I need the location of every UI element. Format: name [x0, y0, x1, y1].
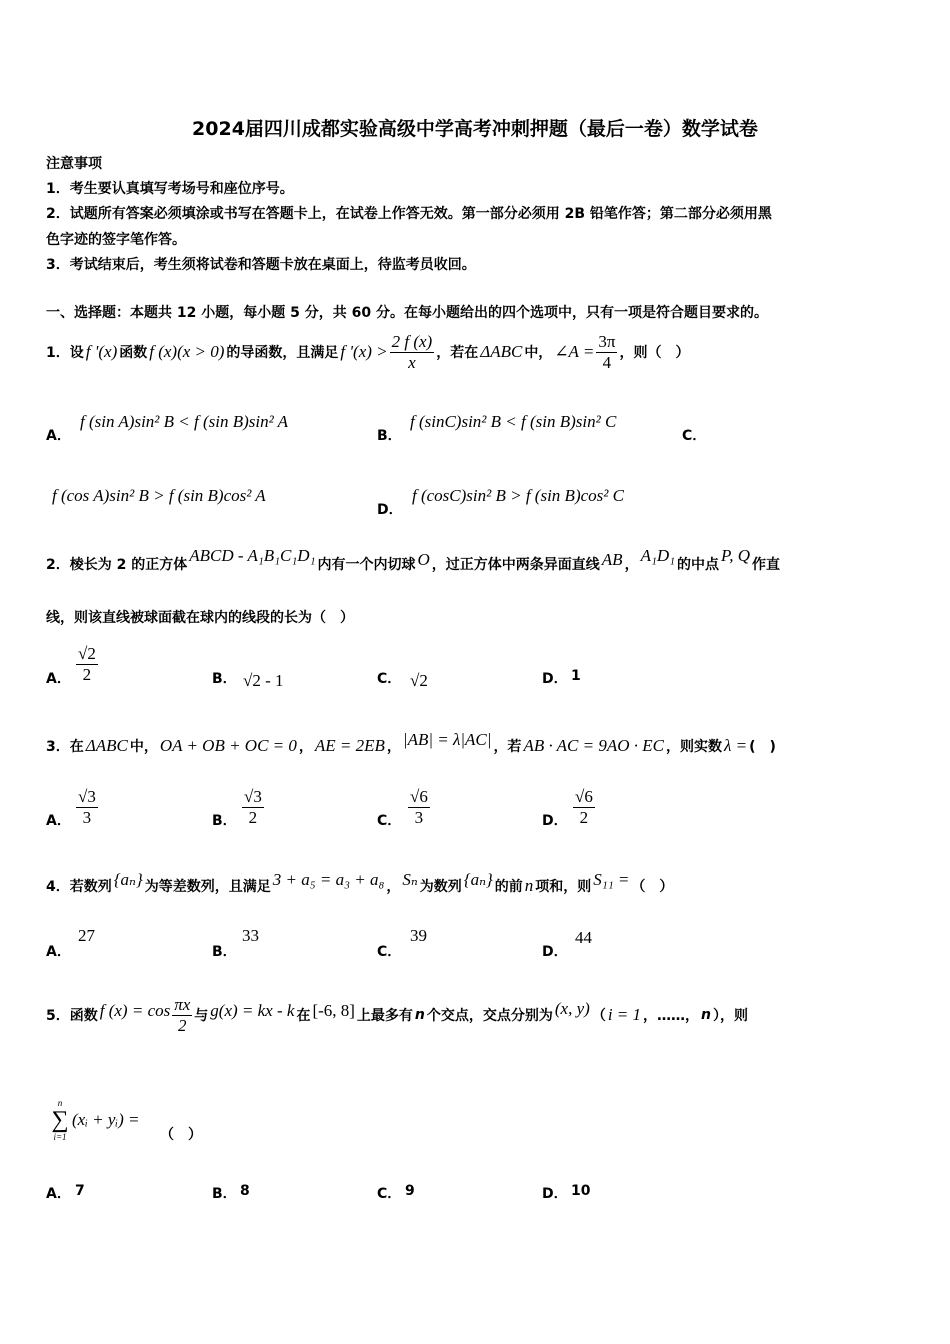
q2-math: AB	[601, 550, 623, 569]
q2-text: 内有一个内切球	[317, 557, 416, 573]
q2-text: ，	[624, 557, 639, 573]
option-label: C．	[377, 813, 402, 829]
question-1	[46, 330, 689, 374]
fraction-den: 2	[579, 808, 589, 827]
q5-text: 5．函数	[46, 1008, 98, 1024]
option-label: A．	[46, 1186, 71, 1202]
q1-text: ，则（ ）	[619, 345, 690, 361]
q4-math: S₁₁ =	[593, 870, 630, 889]
q5-text: 与	[194, 1008, 209, 1024]
q4-text: 项和，则	[535, 879, 592, 895]
q4-option-b: 33	[242, 926, 259, 945]
q1-text: ，若在	[436, 345, 479, 361]
q5-text: 在	[296, 1008, 311, 1024]
q1-math: f (x)(x > 0)	[149, 342, 225, 361]
q4-option-c: 39	[410, 926, 427, 945]
sum-lower: i=1	[53, 1132, 67, 1142]
q5-text: （	[591, 1008, 606, 1024]
q5-text: n	[414, 1007, 425, 1023]
q3-text: 中，	[129, 739, 158, 755]
q2-option-a	[76, 644, 98, 685]
q2-text: 2．棱长为 2 的正方体	[46, 557, 188, 573]
option-label: D．	[542, 813, 568, 829]
q1-option-a: f (sin A)sin² B < f (sin B)sin² A	[80, 412, 289, 431]
fraction-den: 2	[248, 808, 258, 827]
q1-math: f '(x) >	[340, 342, 388, 361]
option-label: D．	[377, 502, 403, 518]
q1-fraction-den: 4	[602, 352, 612, 372]
q3-math: AE = 2EB	[314, 736, 385, 755]
q1-text: 的导函数，且满足	[226, 345, 339, 361]
q5-text: ，……，	[643, 1008, 700, 1024]
q4-text: 的前	[494, 879, 523, 895]
q5-sum-body: (xᵢ + yᵢ) =	[72, 1110, 140, 1129]
q5-text: 上最多有	[356, 1008, 413, 1024]
q5-math: g(x) = kx - k	[210, 1001, 295, 1020]
q1-fraction	[390, 332, 435, 373]
section-heading: 一、选择题：本题共 12 小题，每小题 5 分，共 60 分。在每小题给出的四个选项中，只有一项是符合题目要求的。	[46, 305, 768, 321]
q5-option-d: 10	[571, 1183, 591, 1199]
fraction-num: √6	[410, 787, 428, 806]
option-label: D．	[542, 671, 568, 687]
option-label: A．	[46, 813, 71, 829]
notice-heading: 注意事项	[46, 156, 102, 172]
q1-math: f '(x)	[85, 342, 118, 361]
q2-math: A₁D₁	[640, 546, 676, 565]
q4-text: 为等差数列，且满足	[144, 879, 271, 895]
question-4	[46, 866, 673, 906]
option-label: A．	[46, 671, 71, 687]
option-label: B．	[212, 813, 237, 829]
q5-text: 个交点，交点分别为	[426, 1008, 553, 1024]
notice-item: 色字迹的签字笔作答。	[46, 232, 186, 248]
option-label: C．	[682, 428, 707, 444]
fraction-den: 3	[414, 808, 424, 827]
summation-symbol	[48, 1098, 72, 1148]
fraction-den: 3	[82, 808, 92, 827]
q1-option-b: f (sinC)sin² B < f (sin B)sin² C	[410, 412, 617, 431]
option-label: D．	[542, 944, 568, 960]
fraction-num: √3	[78, 787, 96, 806]
q4-option-a: 27	[78, 926, 95, 945]
q3-text: ，	[386, 739, 401, 755]
q5-text: ），则	[712, 1008, 748, 1024]
question-5	[46, 992, 748, 1038]
q1-fraction-den: x	[408, 352, 416, 372]
q1-fraction-num: 2 f (x)	[391, 331, 433, 351]
q1-fraction-num: 3π	[598, 331, 616, 351]
q5-math: f (x) = cos	[99, 1001, 171, 1020]
option-label: A．	[46, 428, 71, 444]
q5-text: （ ）	[160, 1127, 202, 1143]
q5-math: i = 1	[607, 1005, 642, 1024]
fraction-den: 2	[82, 665, 92, 684]
q2-option-d: 1	[571, 668, 581, 684]
option-label: B．	[212, 1186, 237, 1202]
option-label: D．	[542, 1186, 568, 1202]
sigma-icon: ∑	[51, 1107, 69, 1133]
notice-item: 1．考生要认真填写考场号和座位序号。	[46, 181, 294, 197]
q2-math: P, Q	[721, 546, 751, 565]
q1-math: ΔABC	[480, 342, 523, 361]
notice-item: 2．试题所有答案必须填涂或书写在答题卡上，在试卷上作答无效。第一部分必须用 2B 铅笔作答；第二部分必须用黑	[46, 206, 772, 222]
option-label: B．	[212, 944, 237, 960]
question-3	[46, 726, 776, 766]
q3-text: ( )	[749, 739, 776, 755]
q4-text: 4．若数列	[46, 879, 112, 895]
q5-option-a: 7	[75, 1183, 85, 1199]
q3-math: OA + OB + OC = 0	[159, 736, 297, 755]
q5-text: n	[701, 1007, 711, 1023]
q2-option-c: √2	[410, 671, 428, 690]
option-label: C．	[377, 944, 402, 960]
q4-text: ，	[386, 879, 401, 895]
q3-math: AB · AC = 9AO · EC	[523, 736, 664, 755]
fraction-num: √2	[78, 644, 96, 663]
q3-option-d	[573, 787, 595, 828]
q3-option-a	[76, 787, 98, 828]
q3-text: ，	[298, 739, 313, 755]
q2-math: O	[417, 550, 430, 569]
q5-fraction-num: πx	[174, 994, 191, 1014]
option-label: B．	[212, 671, 237, 687]
q3-option-c	[408, 787, 430, 828]
q4-math: {aₙ}	[463, 870, 493, 889]
fraction-num: √6	[575, 787, 593, 806]
q3-math: λ =	[723, 736, 748, 755]
q5-fraction-den: 2	[178, 1015, 187, 1035]
option-label: B．	[377, 428, 402, 444]
q4-option-d: 44	[575, 928, 592, 947]
q1-option-c: f (cos A)sin² B > f (sin B)cos² A	[52, 486, 266, 505]
q4-math: 3 + a₅ = a₃ + a₈	[272, 870, 385, 889]
q1-text: 函数	[119, 345, 148, 361]
option-label: C．	[377, 1186, 402, 1202]
q2-text: 的中点	[677, 557, 720, 573]
q2-text-line2: 线，则该直线被球面截在球内的线段的长为（ ）	[46, 610, 354, 626]
q1-option-d: f (cosC)sin² B > f (sin B)cos² C	[412, 486, 624, 505]
q5-fraction	[172, 995, 192, 1036]
q1-text: 1．设	[46, 345, 84, 361]
q5-option-b: 8	[240, 1183, 250, 1199]
q5-option-c: 9	[405, 1183, 415, 1199]
q4-math: Sₙ	[402, 870, 418, 889]
notice-item: 3．考试结束后，考生须将试卷和答题卡放在桌面上，待监考员收回。	[46, 257, 476, 273]
q1-text: 中，	[524, 345, 553, 361]
q2-text: 作直	[752, 557, 781, 573]
q3-text: ，则实数	[665, 739, 722, 755]
q5-math: (x, y)	[554, 999, 590, 1018]
option-label: A．	[46, 944, 71, 960]
q3-text: ，若	[493, 739, 522, 755]
option-label: C．	[377, 671, 402, 687]
question-2	[46, 544, 780, 584]
q3-text: 3．在	[46, 739, 84, 755]
q3-option-b	[242, 787, 264, 828]
q2-option-b: √2 - 1	[243, 671, 284, 690]
sum-upper: n	[57, 1098, 63, 1108]
q4-math: {aₙ}	[113, 870, 143, 889]
q1-math: ∠A =	[554, 342, 595, 361]
q5-math: [-6, 8]	[312, 1001, 355, 1020]
q2-math: ABCD - A₁B₁C₁D₁	[189, 546, 316, 565]
q3-math: ΔABC	[85, 736, 128, 755]
q4-text: （ ）	[631, 879, 674, 895]
page-title: 2024届四川成都实验高级中学高考冲刺押题（最后一卷）数学试卷	[192, 118, 758, 140]
q1-fraction	[596, 332, 617, 373]
q2-text: ，过正方体中两条异面直线	[431, 557, 600, 573]
q4-math: n	[524, 876, 534, 895]
fraction-num: √3	[244, 787, 262, 806]
q3-math: |AB| = λ|AC|	[402, 730, 492, 749]
q4-text: 为数列	[419, 879, 462, 895]
